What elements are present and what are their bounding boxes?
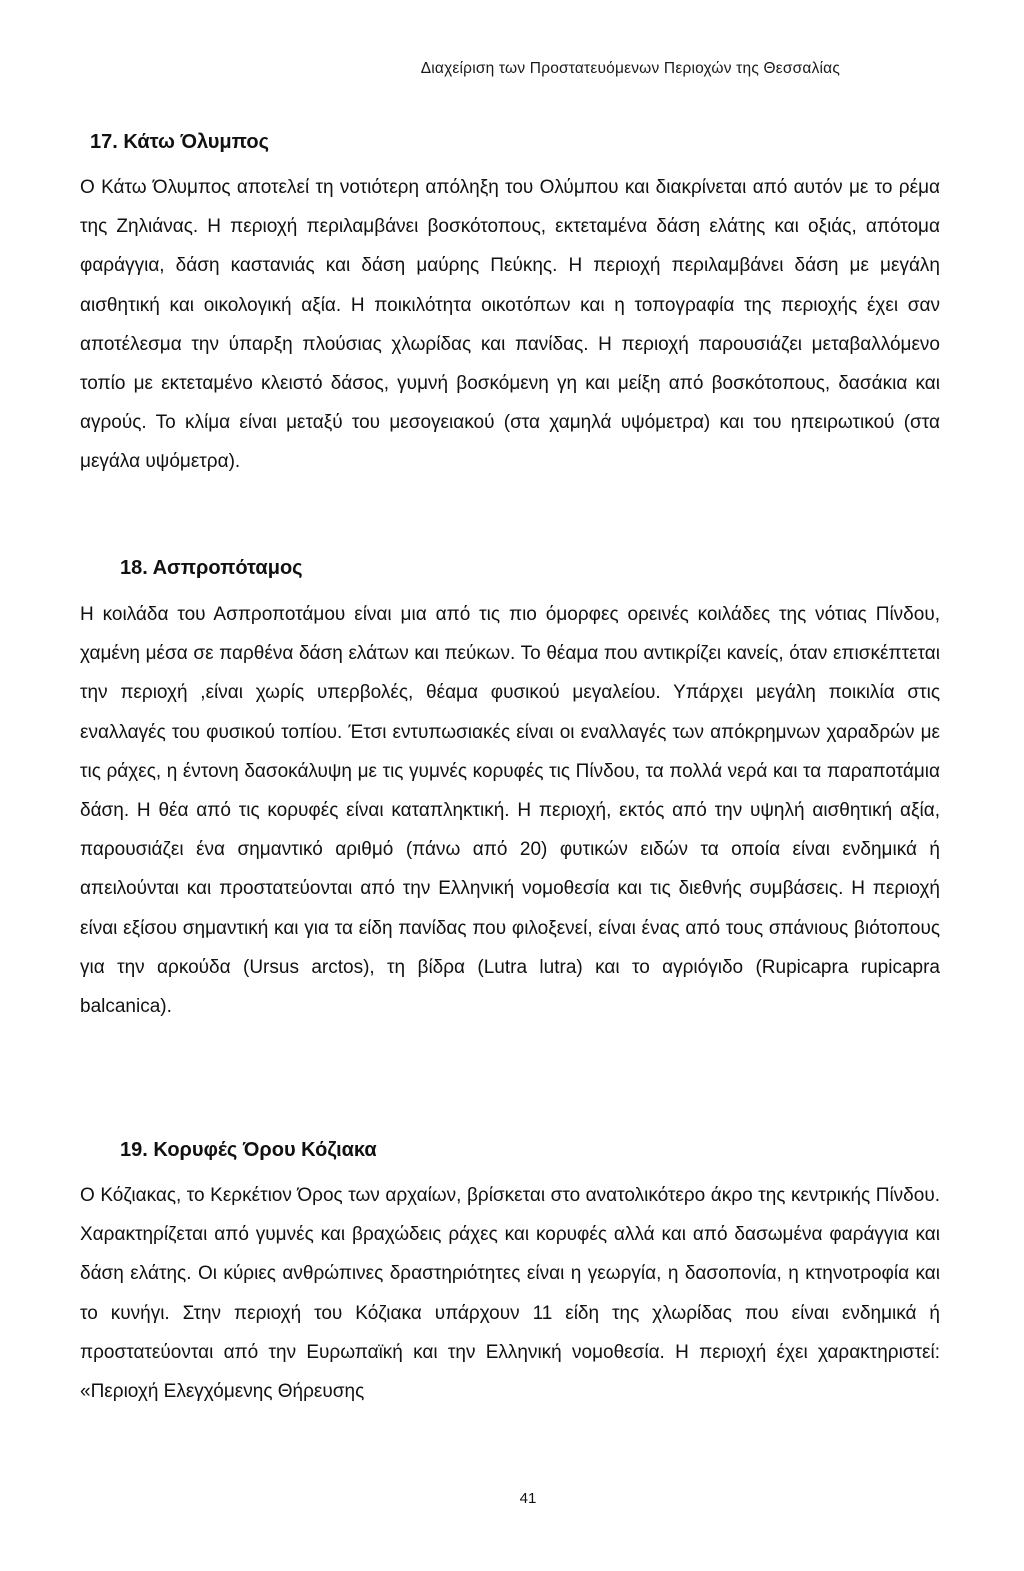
section-koziakas xyxy=(80,1136,940,1411)
section-heading: 18. Ασπροπόταμος xyxy=(120,557,303,579)
running-header: Διαχείριση των Προστατευόμενων Περιοχών της Θεσσαλίας xyxy=(420,60,840,77)
section-aspropotamos xyxy=(80,554,940,1026)
section-heading: 19. Κορυφές Όρου Κόζιακα xyxy=(120,1139,377,1161)
section-paragraph: Η κοιλάδα του Ασπροποτάμου είναι μια από τις πιο όμορφες ορεινές κοιλάδες της νότιας Πίνδου, χαμένη μέσα σε παρθένα δάση ελάτων και πεύκων. Το θέαμα που αντικρίζει κανείς, όταν επισκέπτεται την περιοχή ,είναι χωρίς υπερβολές, θέαμα φυσικού μεγαλείου. Υπάρχει μεγάλη ποικιλία στις εναλλαγές του φυσικού τοπίου. Έτσι εντυπωσιακές είναι οι εναλλαγές των απόκρημνων χαραδρών με τις ράχες, η έντονη δασοκάλυψη με τις γυμνές κορυφές τις Πίνδου, τα πολλά νερά και τα παραποτάμια δάση. Η θέα από τις κορυφές είναι καταπληκτική. Η περιοχή, εκτός από την υψηλή αισθητική αξία, παρουσιάζει ένα σημαντικό αριθμό (πάνω από 20) φυτικών ειδών τα οποία είναι ενδημικά ή απειλούνται και προστατεύονται από την Ελληνική νομοθεσία και τις διεθνής συμβάσεις. Η περιοχή είναι εξίσου σημαντική και για τα είδη πανίδας που φιλοξενεί, είναι ένας από τους σπάνιους βιότοπους για την αρκούδα (Ursus arctos), τη βίδρα (Lutra lutra) και το αγριόγιδο (Rupicapra rupicapra balcanica). xyxy=(80,604,940,1018)
section-paragraph: Ο Κόζιακας, το Κερκέτιον Όρος των αρχαίων, βρίσκεται στο ανατολικότερο άκρο της κεντρικής Πίνδου. Χαρακτηρίζεται από γυμνές και βραχώδεις ράχες και κορυφές αλλά και από δασωμένα φαράγγια και δάση ελάτης. Οι κύριες ανθρώπινες δραστηριότητες είναι η γεωργία, η δασοπονία, η κτηνοτροφία και το κυνήγι. Στην περιοχή του Κόζιακα υπάρχουν 11 είδη της χλωρίδας που είναι ενδημικά ή προστατεύονται από την Ευρωπαϊκή και την Ελληνική νομοθεσία. Η περιοχή έχει χαρακτηριστεί: «Περιοχή Ελεγχόμενης Θήρευσης xyxy=(80,1185,940,1403)
page-number: 41 xyxy=(519,1490,537,1507)
section-paragraph: Ο Κάτω Όλυμπος αποτελεί τη νοτιότερη απόληξη του Ολύμπου και διακρίνεται από αυτόν με το ρέμα της Ζηλιάνας. Η περιοχή περιλαμβάνει βοσκότοπους, εκτεταμένα δάση ελάτης και οξιάς, απότομα φαράγγια, δάση καστανιάς και δάση μαύρης Πεύκης. Η περιοχή περιλαμβάνει δάση με μεγάλη αισθητική και οικολογική αξία. Η ποικιλότητα οικοτόπων και η τοπογραφία της περιοχής έχει σαν αποτέλεσμα την ύπαρξη πλούσιας χλωρίδας και πανίδας. Η περιοχή παρουσιάζει μεταβαλλόμενο τοπίο με εκτεταμένο κλειστό δάσος, γυμνή βοσκόμενη γη και μείξη από βοσκότοπους, δασάκια και αγρούς. Το κλίμα είναι μεταξύ του μεσογειακού (στα χαμηλά υψόμετρα) και του ηπειρωτικού (στα μεγάλα υψόμετρα). xyxy=(80,177,940,473)
section-kato-olympos xyxy=(80,128,940,482)
section-heading: 17. Κάτω Όλυμπος xyxy=(90,131,270,153)
